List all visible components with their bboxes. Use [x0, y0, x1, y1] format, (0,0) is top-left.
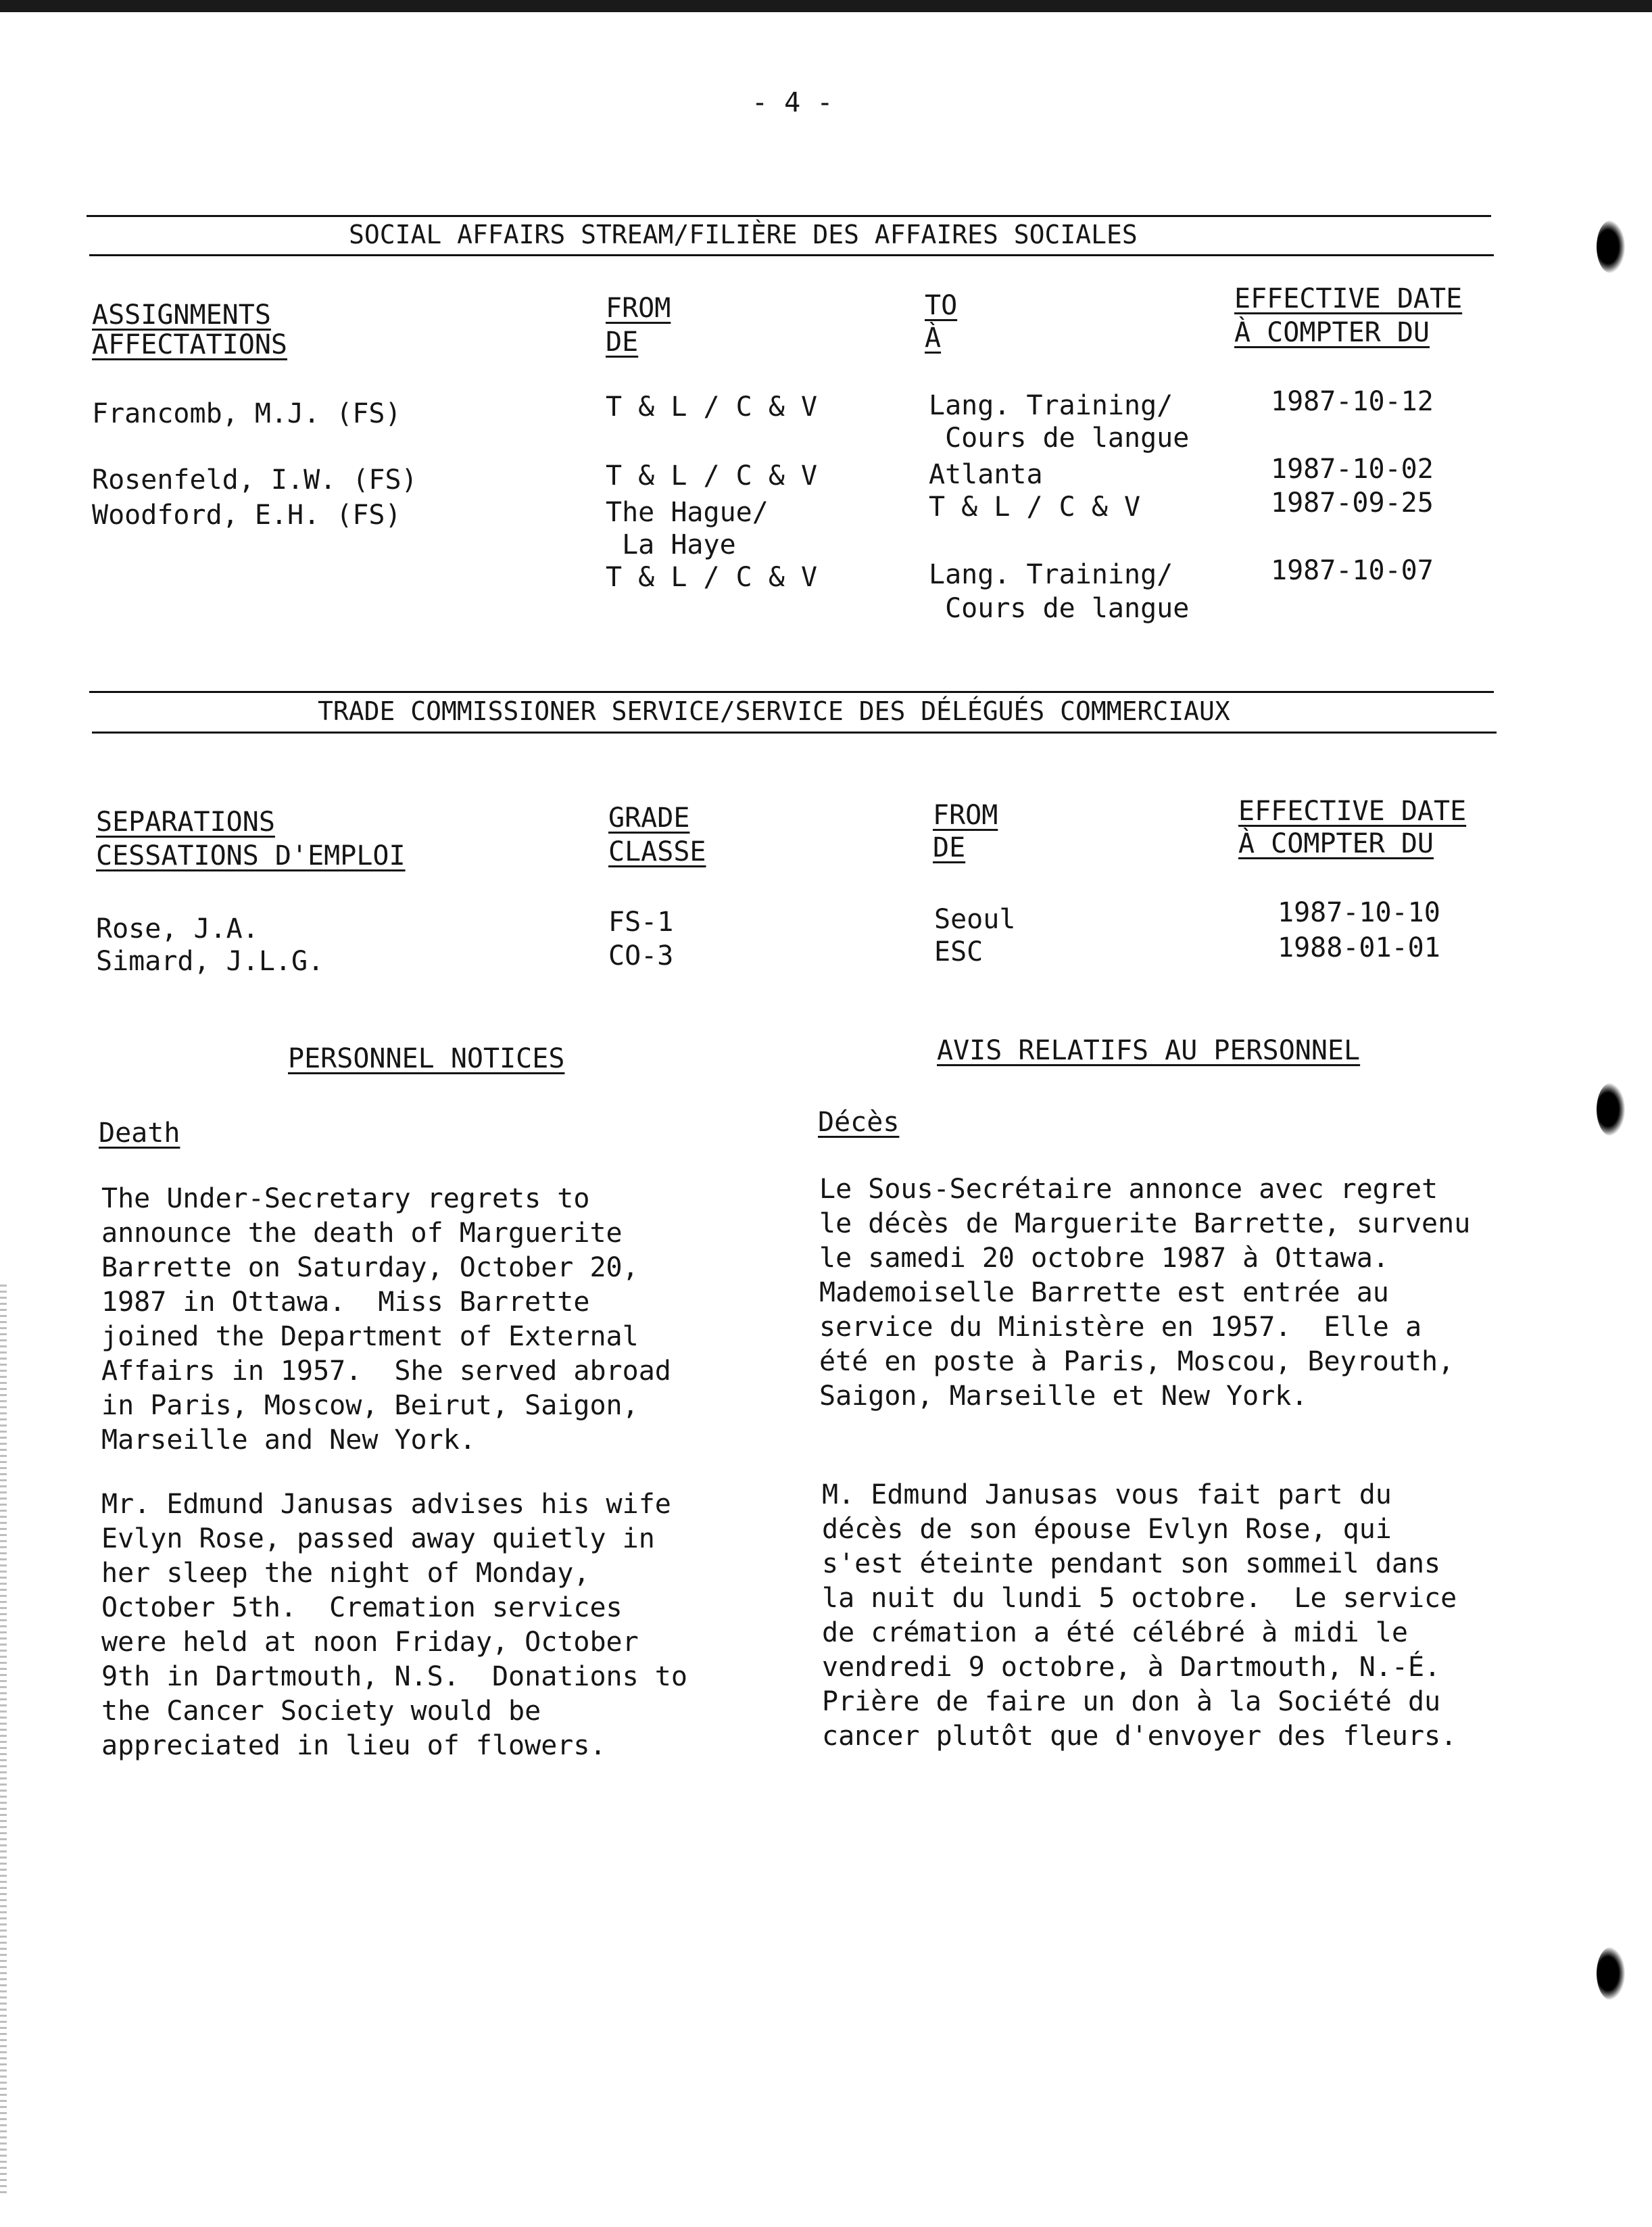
separations-header: SEPARATIONS — [96, 807, 275, 838]
assignment-name: Woodford, E.H. (FS) — [92, 500, 402, 531]
affectations-header: AFFECTATIONS — [92, 329, 287, 360]
assignment-from: T & L / C & V — [606, 460, 818, 492]
social-affairs-title: SOCIAL AFFAIRS STREAM/FILIÈRE DES AFFAIRES SOCIALES — [349, 220, 1138, 249]
separation-date: 1988-01-01 — [1278, 932, 1440, 963]
tc-a-compter-du-header: À COMPTER DU — [1238, 828, 1434, 859]
section-rule-bottom — [92, 732, 1497, 734]
assignment-date: 1987-10-02 — [1271, 454, 1434, 485]
avis-personnel-heading: AVIS RELATIFS AU PERSONNEL — [937, 1035, 1361, 1066]
to-header: TO — [925, 290, 958, 321]
english-notice-rose: Mr. Edmund Janusas advises his wife Evlyn Rose, passed away quietly in her sleep the night of Monday, October 5th. Cremation services were held at noon Friday, October 9th in Dartmouth, N.S. Donations to the Cancer Society would be appreciated in lieu of flowers. — [101, 1489, 687, 1761]
section-rule-top — [87, 215, 1491, 217]
assignment-to: Atlanta — [929, 459, 1043, 490]
french-notice-rose: M. Edmund Janusas vous fait part du décès de son épouse Evlyn Rose, qui s'est éteinte pendant son sommeil dans la nuit du lundi 5 octobre. Le service de crémation a été célébré à midi le vendredi 9 octobre, à Dartmouth, N.-É. Prière de faire un don à la Société du cancer plutôt que d'envoyer des fleurs. — [822, 1479, 1457, 1752]
death-subheading: Death — [99, 1118, 180, 1149]
a-header: À — [925, 322, 942, 354]
english-notice-barrette: The Under-Secretary regrets to announce the death of Marguerite Barrette on Saturday, October 20, 1987 in Ottawa. Miss Barrette joined the Department of External Affairs in 1957. She served abroad in Paris, Moscow, Beirut, Saigon, Marseille and New York. — [101, 1183, 671, 1456]
assignments-header: ASSIGNMENTS — [92, 300, 271, 331]
assignment-to: T & L / C & V — [929, 492, 1141, 523]
tc-effective-date-header: EFFECTIVE DATE — [1238, 796, 1467, 827]
trade-commissioner-title: TRADE COMMISSIONER SERVICE/SERVICE DES DÉLÉGUÉS COMMERCIAUX — [318, 696, 1230, 726]
deces-subheading: Décès — [818, 1107, 900, 1138]
separation-grade: CO-3 — [608, 940, 674, 972]
separation-name: Rose, J.A. — [96, 913, 259, 944]
separation-date: 1987-10-10 — [1278, 897, 1440, 928]
scan-top-edge — [0, 0, 1652, 12]
assignment-from-line2: La Haye — [606, 529, 736, 560]
personnel-notices-heading: PERSONNEL NOTICES — [288, 1043, 565, 1074]
assignment-date: 1987-09-25 — [1271, 487, 1434, 519]
section-rule-top — [89, 691, 1494, 693]
separation-grade: FS-1 — [608, 907, 674, 938]
a-compter-du-header: À COMPTER DU — [1234, 317, 1430, 348]
tc-de-header: DE — [933, 832, 966, 863]
assignment-name: Francomb, M.J. (FS) — [92, 398, 402, 429]
assignment-to: Lang. Training/ — [929, 390, 1173, 421]
separation-name: Simard, J.L.G. — [96, 946, 324, 977]
assignment-to: Lang. Training/ — [929, 559, 1173, 590]
separation-from: Seoul — [934, 904, 1016, 935]
punch-hole-3 — [1597, 1947, 1625, 2000]
assignment-from: T & L / C & V — [606, 391, 818, 423]
cessations-header: CESSATIONS D'EMPLOI — [96, 840, 406, 871]
scan-left-edge — [0, 1285, 7, 2197]
tc-from-header: FROM — [933, 800, 998, 831]
classe-header: CLASSE — [608, 836, 706, 867]
grade-header: GRADE — [608, 803, 690, 834]
punch-hole-2 — [1597, 1083, 1625, 1136]
assignment-to-line2: Cours de langue — [929, 423, 1190, 454]
effective-date-header: EFFECTIVE DATE — [1234, 283, 1463, 314]
from-header: FROM — [606, 293, 671, 324]
punch-hole-1 — [1597, 220, 1625, 273]
de-header: DE — [606, 327, 639, 358]
assignment-to-line2: Cours de langue — [929, 593, 1190, 624]
page-number: - 4 - — [752, 87, 833, 118]
assignment-date: 1987-10-12 — [1271, 386, 1434, 417]
assignment-from: The Hague/ — [606, 497, 769, 528]
section-rule-bottom — [89, 254, 1494, 256]
assignment-date: 1987-10-07 — [1271, 555, 1434, 586]
french-notice-barrette: Le Sous-Secrétaire annonce avec regret le décès de Marguerite Barrette, survenu le samedi 20 octobre 1987 à Ottawa. Mademoiselle Barrette est entrée au service du Ministère en 1957. Elle a été en poste à Paris, Moscou, Beyrouth, Saigon, Marseille et New York. — [819, 1174, 1471, 1412]
assignment-from: T & L / C & V — [606, 562, 818, 593]
assignment-name: Rosenfeld, I.W. (FS) — [92, 464, 418, 496]
separation-from: ESC — [934, 936, 983, 967]
